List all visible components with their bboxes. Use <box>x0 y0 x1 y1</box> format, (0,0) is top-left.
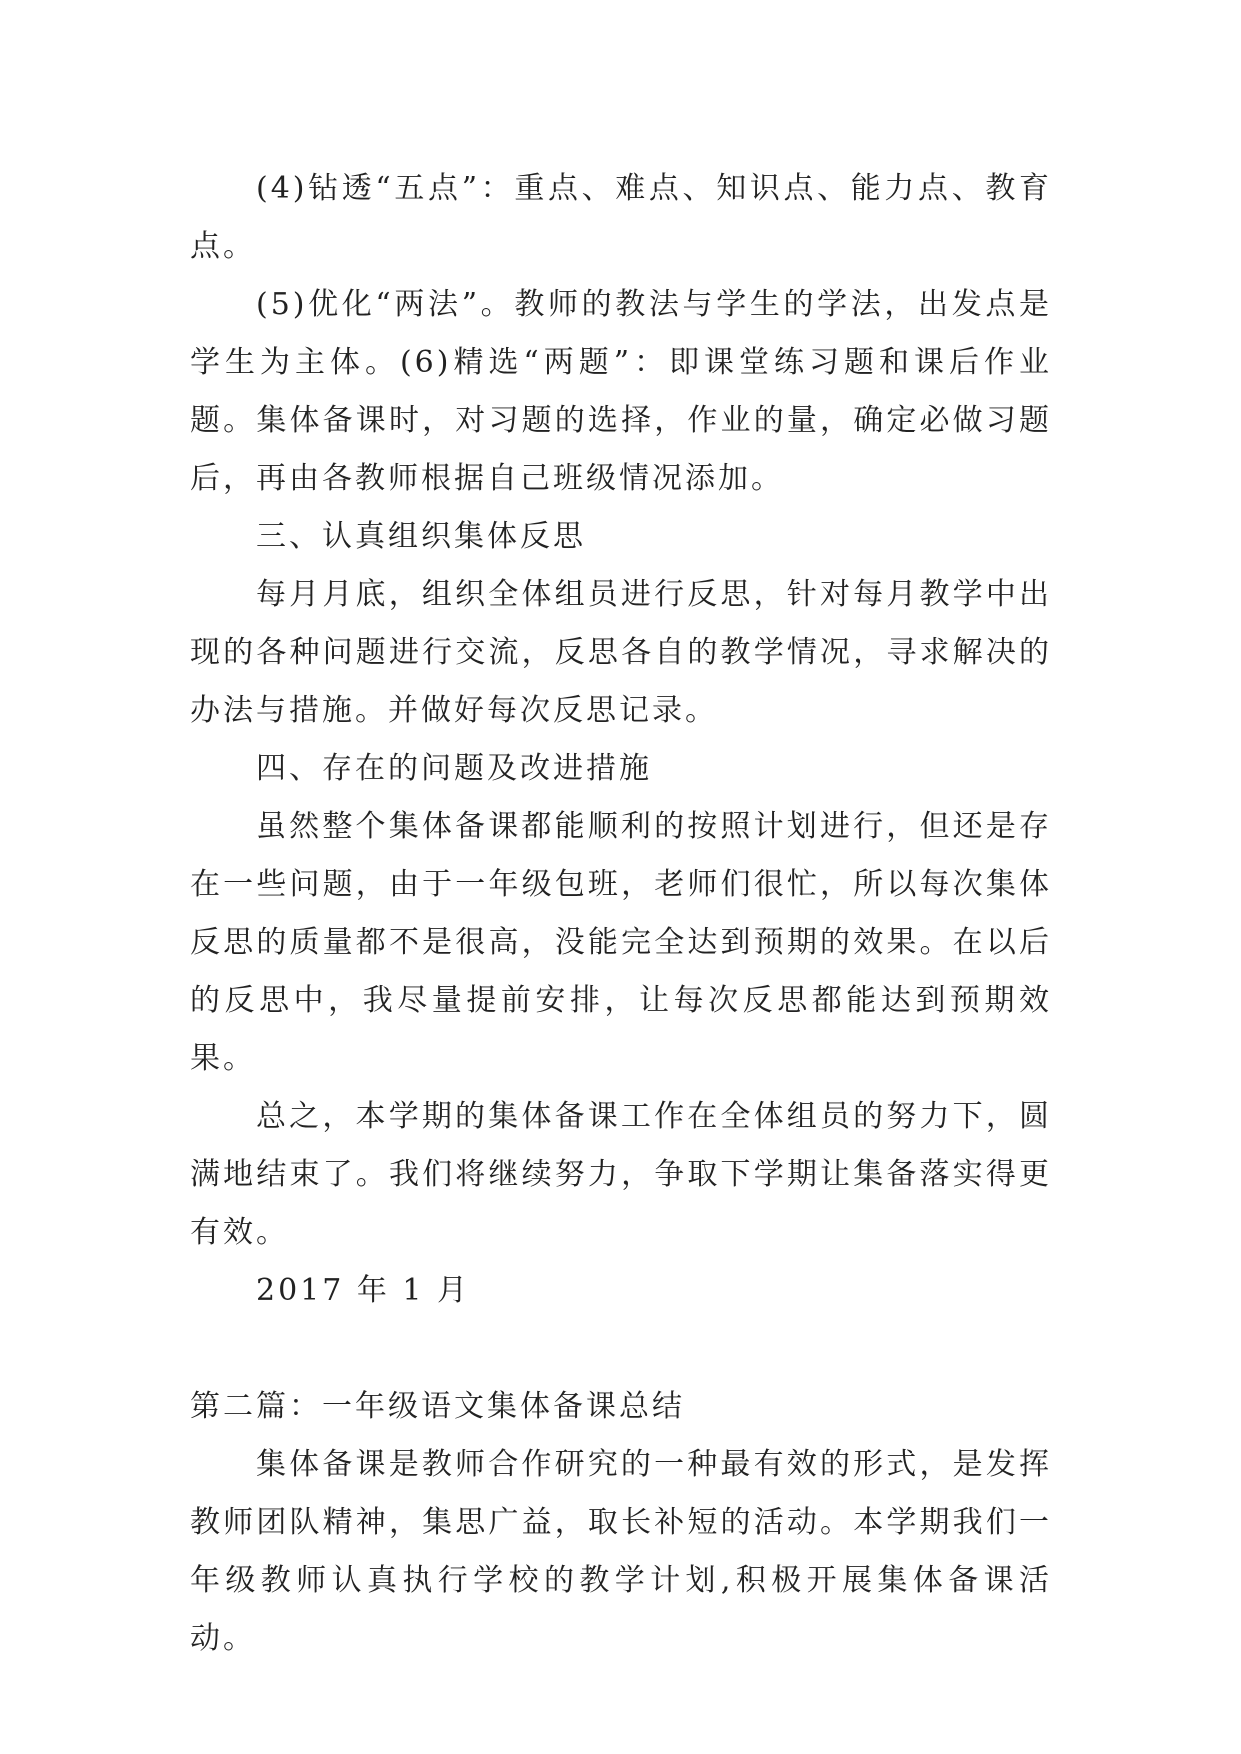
paragraph-section-intro: 集体备课是教师合作研究的一种最有效的形式，是发挥教师团队精神，集思广益，取长补短的活动。本学期我们一年级教师认真执行学校的教学计划,积极开展集体备课活动。 <box>190 1447 1052 1656</box>
paragraph-five-points: (4)钻透“五点”：重点、难点、知识点、能力点、教育点。 <box>190 171 1052 264</box>
heading-problems-improvements: 四、存在的问题及改进措施 <box>256 751 652 786</box>
paragraph-conclusion: 总之，本学期的集体备课工作在全体组员的努力下，圆满地结束了。我们将继续努力，争取下学期让集备落实得更有效。 <box>190 1099 1052 1250</box>
date-line: 2017 年 1 月 <box>256 1273 471 1308</box>
document-body <box>190 160 1052 1668</box>
paragraph-two-methods: (5)优化“两法”。教师的教法与学生的学法，出发点是学生为主体。(6)精选“两题”：即课堂练习题和课后作业题。集体备课时，对习题的选择，作业的量，确定必做习题后，再由各教师根据自己班级情况添加。 <box>190 287 1052 496</box>
paragraph-monthly-reflection: 每月月底，组织全体组员进行反思，针对每月教学中出现的各种问题进行交流，反思各自的教学情况，寻求解决的办法与措施。并做好每次反思记录。 <box>190 577 1052 728</box>
paragraph-problems: 虽然整个集体备课都能顺利的按照计划进行，但还是存在一些问题，由于一年级包班，老师们很忙，所以每次集体反思的质量都不是很高，没能完全达到预期的效果。在以后的反思中，我尽量提前安排，让每次反思都能达到预期效果。 <box>190 809 1052 1076</box>
section-title: 第二篇：一年级语文集体备课总结 <box>190 1389 685 1424</box>
heading-collective-reflection: 三、认真组织集体反思 <box>256 519 586 554</box>
